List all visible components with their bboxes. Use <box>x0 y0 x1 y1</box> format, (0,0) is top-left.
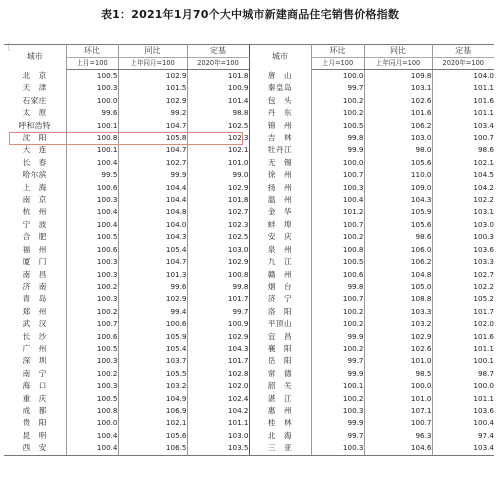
cell-city-right: 包 头 <box>249 95 311 107</box>
cell-yoy-right: 96.3 <box>364 430 432 442</box>
cell-base-left: 102.3 <box>227 133 249 143</box>
cell-base-left: 98.8 <box>232 108 249 118</box>
table-header <box>4 45 494 70</box>
cell-city-right: 惠 州 <box>249 405 311 417</box>
cell-base-right: 103.4 <box>473 120 494 130</box>
cell-yoy-left: 105.5 <box>118 368 187 380</box>
cell-city-right: 安 庆 <box>249 231 311 243</box>
cell-yoy-right: 103.0 <box>364 132 432 144</box>
cell-mom-left: 100.3 <box>66 256 118 268</box>
table-row <box>4 194 494 206</box>
cell-city-right: 温 州 <box>249 194 311 206</box>
cell-city-right: 丹 东 <box>249 107 311 119</box>
cell-base-right: 97.4 <box>477 430 494 440</box>
cell-mom-left: 100.8 <box>66 405 118 417</box>
cell-mom-left: 100.2 <box>66 306 118 318</box>
cell-base-right: 100.7 <box>473 133 494 143</box>
cell-yoy-left: 102.9 <box>118 293 187 305</box>
cell-base-right: 104.2 <box>473 182 494 192</box>
cell-yoy-left: 104.7 <box>118 120 187 132</box>
cell-city-right: 吉 林 <box>249 132 311 144</box>
cell-base-right: 103.3 <box>473 257 494 267</box>
cell-city-left: 广 州 <box>4 343 66 355</box>
cell-base-right: 104.0 <box>473 71 494 80</box>
cell-yoy-right: 104.8 <box>364 269 432 281</box>
cell-city-right: 金 华 <box>249 206 311 218</box>
cell-mom-left: 100.2 <box>66 281 118 293</box>
cell-base-left: 102.5 <box>227 232 249 242</box>
edge-mark: 〔 <box>2 43 12 53</box>
cell-yoy-left: 105.9 <box>118 331 187 343</box>
table-row <box>4 442 494 455</box>
cell-mom-right: 100.1 <box>311 380 364 392</box>
cell-base-right: 102.0 <box>473 319 494 329</box>
table-row <box>4 120 494 132</box>
cell-base-left: 99.8 <box>232 281 249 291</box>
header-yoy-left: 同比 <box>118 45 187 58</box>
cell-city-right: 赣 州 <box>249 269 311 281</box>
header-mom-right: 环比 <box>311 45 364 58</box>
cell-base-left: 103.0 <box>227 244 249 254</box>
cell-city-right: 徐 州 <box>249 169 311 181</box>
cell-yoy-right: 101.0 <box>364 355 432 367</box>
cell-yoy-right: 104.3 <box>364 194 432 206</box>
cell-mom-left: 100.4 <box>66 442 118 455</box>
cell-base-left: 102.9 <box>227 257 249 267</box>
cell-city-left: 哈尔滨 <box>4 169 66 181</box>
cell-yoy-right: 105.0 <box>364 281 432 293</box>
cell-base-left: 100.9 <box>227 319 249 329</box>
cell-base-right: 101.1 <box>473 83 494 93</box>
cell-city-left: 成 都 <box>4 405 66 417</box>
cell-yoy-left: 104.7 <box>118 144 187 156</box>
cell-mom-left: 100.4 <box>66 219 118 231</box>
table-title: 表1：2021年1月70个大中城市新建商品住宅销售价格指数 <box>100 8 400 21</box>
cell-base-right: 100.3 <box>473 232 494 242</box>
cell-mom-right: 100.4 <box>311 194 364 206</box>
cell-yoy-left: 106.5 <box>118 442 187 455</box>
cell-city-left: 西 安 <box>4 442 66 455</box>
subheader-yoy-left: 上年同月=100 <box>118 58 187 70</box>
cell-yoy-left: 104.3 <box>118 231 187 243</box>
cell-mom-right: 99.9 <box>311 331 364 343</box>
cell-mom-right: 100.2 <box>311 231 364 243</box>
cell-mom-left: 99.6 <box>66 107 118 119</box>
table-row <box>4 393 494 405</box>
table-row <box>4 331 494 343</box>
cell-mom-left: 100.7 <box>66 318 118 330</box>
cell-mom-right: 100.2 <box>311 306 364 318</box>
cell-yoy-right: 98.5 <box>364 368 432 380</box>
cell-mom-right: 100.6 <box>311 269 364 281</box>
cell-city-right: 锦 州 <box>249 120 311 132</box>
cell-mom-right: 101.2 <box>311 206 364 218</box>
subheader-mom-left: 上月=100 <box>66 58 118 70</box>
cell-mom-right: 100.7 <box>311 219 364 231</box>
cell-base-left: 101.7 <box>227 294 249 304</box>
cell-base-left: 101.8 <box>227 195 249 205</box>
cell-city-right: 岳 阳 <box>249 355 311 367</box>
cell-mom-left: 100.0 <box>66 95 118 107</box>
cell-base-right: 98.7 <box>477 368 494 378</box>
cell-yoy-right: 106.2 <box>364 120 432 132</box>
cell-mom-right: 100.2 <box>311 95 364 107</box>
cell-yoy-left: 105.4 <box>118 343 187 355</box>
cell-mom-right: 100.7 <box>311 293 364 305</box>
cell-base-right: 100.0 <box>473 381 494 391</box>
cell-city-left: 沈 阳 <box>4 132 66 144</box>
header-city-left: 城市 <box>4 45 66 70</box>
cell-city-left: 合 肥 <box>4 231 66 243</box>
table-row <box>4 293 494 305</box>
subheader-base-left: 2020年=100 <box>187 58 249 70</box>
table-row <box>4 368 494 380</box>
cell-mom-right: 99.7 <box>311 82 364 94</box>
cell-city-right: 蚌 埠 <box>249 219 311 231</box>
cell-mom-left: 100.3 <box>66 293 118 305</box>
cell-yoy-left: 99.4 <box>118 306 187 318</box>
cell-mom-right: 99.8 <box>311 281 364 293</box>
cell-city-left: 北 京 <box>4 70 66 83</box>
table-row <box>4 82 494 94</box>
cell-city-right: 湛 江 <box>249 393 311 405</box>
cell-mom-left: 99.5 <box>66 169 118 181</box>
cell-city-left: 海 口 <box>4 380 66 392</box>
cell-yoy-right: 109.0 <box>364 182 432 194</box>
cell-base-right: 101.1 <box>473 108 494 118</box>
cell-yoy-left: 102.7 <box>118 157 187 169</box>
cell-yoy-right: 98.0 <box>364 144 432 156</box>
header-yoy-right: 同比 <box>364 45 432 58</box>
cell-city-left: 昆 明 <box>4 430 66 442</box>
cell-yoy-left: 104.9 <box>118 393 187 405</box>
cell-yoy-left: 106.9 <box>118 405 187 417</box>
table-row <box>4 269 494 281</box>
cell-mom-left: 100.4 <box>66 206 118 218</box>
cell-mom-right: 100.0 <box>311 70 364 83</box>
cell-mom-left: 100.5 <box>66 343 118 355</box>
cell-city-right: 泉 州 <box>249 244 311 256</box>
cell-mom-left: 100.1 <box>66 120 118 132</box>
header-mom-left: 环比 <box>66 45 118 58</box>
cell-yoy-right: 103.3 <box>364 306 432 318</box>
cell-city-right: 济 宁 <box>249 293 311 305</box>
cell-mom-right: 99.9 <box>311 417 364 429</box>
cell-city-left: 厦 门 <box>4 256 66 268</box>
subheader-yoy-right: 上年同月=100 <box>364 58 432 70</box>
cell-yoy-left: 105.8 <box>118 132 187 144</box>
cell-yoy-right: 106.0 <box>364 244 432 256</box>
cell-yoy-right: 105.9 <box>364 206 432 218</box>
cell-yoy-right: 100.0 <box>364 380 432 392</box>
cell-city-right: 宜 昌 <box>249 331 311 343</box>
cell-city-right: 桂 林 <box>249 417 311 429</box>
cell-city-left: 青 岛 <box>4 293 66 305</box>
cell-yoy-left: 103.2 <box>118 380 187 392</box>
cell-mom-left: 100.4 <box>66 430 118 442</box>
table-row <box>4 430 494 442</box>
cell-base-right: 98.6 <box>477 145 494 155</box>
cell-yoy-left: 102.9 <box>118 70 187 83</box>
cell-yoy-right: 105.6 <box>364 157 432 169</box>
cell-mom-right: 100.2 <box>311 318 364 330</box>
cell-yoy-right: 98.6 <box>364 231 432 243</box>
cell-yoy-left: 101.5 <box>118 82 187 94</box>
cell-mom-right: 100.3 <box>311 442 364 455</box>
cell-yoy-left: 102.9 <box>118 95 187 107</box>
cell-city-left: 大 连 <box>4 144 66 156</box>
cell-mom-right: 99.7 <box>311 430 364 442</box>
cell-yoy-left: 102.1 <box>118 417 187 429</box>
cell-yoy-left: 105.4 <box>118 244 187 256</box>
cell-mom-left: 100.3 <box>66 269 118 281</box>
cell-yoy-left: 103.7 <box>118 355 187 367</box>
cell-base-left: 102.8 <box>227 368 249 378</box>
cell-mom-right: 100.2 <box>311 343 364 355</box>
cell-base-right: 101.7 <box>473 306 494 316</box>
cell-yoy-left: 104.7 <box>118 256 187 268</box>
cell-mom-right: 100.5 <box>311 256 364 268</box>
subheader-base-right: 2020年=100 <box>432 58 494 70</box>
cell-yoy-right: 109.8 <box>364 70 432 83</box>
cell-city-left: 呼和浩特 <box>4 120 66 132</box>
price-index-table <box>4 44 494 456</box>
cell-yoy-left: 99.6 <box>118 281 187 293</box>
cell-base-left: 101.8 <box>227 71 249 80</box>
table-row <box>4 343 494 355</box>
cell-yoy-right: 102.6 <box>364 343 432 355</box>
table-row <box>4 355 494 367</box>
cell-base-right: 102.7 <box>473 269 494 279</box>
cell-mom-left: 100.3 <box>66 194 118 206</box>
cell-yoy-right: 110.0 <box>364 169 432 181</box>
cell-mom-left: 100.0 <box>66 417 118 429</box>
cell-city-left: 天 津 <box>4 82 66 94</box>
table-row <box>4 281 494 293</box>
cell-city-left: 杭 州 <box>4 206 66 218</box>
cell-yoy-left: 104.0 <box>118 219 187 231</box>
cell-mom-left: 100.5 <box>66 393 118 405</box>
cell-yoy-left: 104.8 <box>118 206 187 218</box>
cell-mom-left: 100.5 <box>66 70 118 83</box>
cell-yoy-left: 99.2 <box>118 107 187 119</box>
cell-yoy-left: 101.3 <box>118 269 187 281</box>
cell-base-left: 102.7 <box>227 207 249 217</box>
cell-mom-left: 100.3 <box>66 355 118 367</box>
cell-yoy-left: 99.9 <box>118 169 187 181</box>
header-base-right: 定基 <box>432 45 494 58</box>
cell-city-left: 贵 阳 <box>4 417 66 429</box>
cell-base-left: 103.5 <box>187 442 249 455</box>
cell-base-right: 101.1 <box>473 343 494 353</box>
cell-city-right: 烟 台 <box>249 281 311 293</box>
cell-mom-left: 100.3 <box>66 82 118 94</box>
cell-base-left: 104.2 <box>227 405 249 415</box>
cell-city-left: 郑 州 <box>4 306 66 318</box>
cell-yoy-right: 100.7 <box>364 417 432 429</box>
cell-city-left: 南 昌 <box>4 269 66 281</box>
cell-city-right: 襄 阳 <box>249 343 311 355</box>
cell-base-right: 101.6 <box>473 331 494 341</box>
cell-base-left: 100.8 <box>227 269 249 279</box>
cell-base-left: 101.0 <box>227 157 249 167</box>
cell-base-right: 101.1 <box>473 393 494 403</box>
cell-city-right: 秦皇岛 <box>249 82 311 94</box>
cell-base-right: 102.2 <box>473 195 494 205</box>
header-base-left: 定基 <box>187 45 249 58</box>
cell-base-right: 104.5 <box>473 170 494 180</box>
cell-mom-right: 100.3 <box>311 182 364 194</box>
cell-yoy-left: 104.4 <box>118 182 187 194</box>
cell-base-right: 103.0 <box>473 219 494 229</box>
cell-base-left: 99.7 <box>232 306 249 316</box>
cell-yoy-right: 106.2 <box>364 256 432 268</box>
table-row <box>4 417 494 429</box>
cell-mom-right: 99.7 <box>311 355 364 367</box>
table-row <box>4 380 494 392</box>
cell-mom-right: 100.2 <box>311 393 364 405</box>
cell-yoy-right: 107.1 <box>364 405 432 417</box>
cell-base-right: 102.2 <box>473 281 494 291</box>
cell-base-left: 104.3 <box>227 343 249 353</box>
cell-base-right: 100.1 <box>473 356 494 366</box>
table-row <box>4 169 494 181</box>
cell-city-left: 长 沙 <box>4 331 66 343</box>
cell-city-left: 石家庄 <box>4 95 66 107</box>
cell-base-left: 102.3 <box>227 219 249 229</box>
cell-base-right: 105.2 <box>473 294 494 304</box>
cell-mom-right: 100.3 <box>311 405 364 417</box>
cell-city-left: 南 宁 <box>4 368 66 380</box>
cell-mom-left: 100.1 <box>66 144 118 156</box>
cell-base-right: 103.6 <box>473 244 494 254</box>
cell-yoy-right: 101.0 <box>364 393 432 405</box>
cell-yoy-right: 102.6 <box>364 95 432 107</box>
cell-base-left: 99.0 <box>232 170 249 180</box>
cell-mom-right: 100.5 <box>311 120 364 132</box>
table-body <box>4 70 494 456</box>
cell-mom-left: 100.3 <box>66 380 118 392</box>
cell-yoy-right: 104.6 <box>364 442 432 455</box>
cell-city-left: 武 汉 <box>4 318 66 330</box>
table-row <box>4 95 494 107</box>
subheader-mom-right: 上月=100 <box>311 58 364 70</box>
cell-city-left: 南 京 <box>4 194 66 206</box>
cell-mom-left: 100.2 <box>66 368 118 380</box>
cell-yoy-right: 101.6 <box>364 107 432 119</box>
cell-base-left: 101.1 <box>227 418 249 428</box>
cell-yoy-right: 108.8 <box>364 293 432 305</box>
cell-city-right: 九 江 <box>249 256 311 268</box>
cell-city-right: 无 锡 <box>249 157 311 169</box>
cell-city-right: 平顶山 <box>249 318 311 330</box>
table-row <box>4 231 494 243</box>
cell-city-right: 常 德 <box>249 368 311 380</box>
cell-yoy-right: 103.2 <box>364 318 432 330</box>
table-row <box>4 219 494 231</box>
cell-base-left: 101.7 <box>227 356 249 366</box>
table-row <box>4 107 494 119</box>
cell-base-right: 103.1 <box>473 207 494 217</box>
cell-mom-left: 100.4 <box>66 157 118 169</box>
cell-city-right: 唐 山 <box>249 70 311 83</box>
cell-mom-right: 100.2 <box>311 107 364 119</box>
cell-base-left: 103.0 <box>227 430 249 440</box>
table-row <box>4 144 494 156</box>
table-row <box>4 157 494 169</box>
table-row <box>4 318 494 330</box>
cell-city-left: 宁 波 <box>4 219 66 231</box>
cell-mom-left: 100.8 <box>66 132 118 144</box>
cell-mom-right: 99.9 <box>311 144 364 156</box>
cell-base-left: 102.4 <box>227 393 249 403</box>
cell-yoy-right: 105.6 <box>364 219 432 231</box>
cell-base-right: 102.1 <box>473 157 494 167</box>
cell-city-left: 太 原 <box>4 107 66 119</box>
table-row <box>4 405 494 417</box>
cell-base-right: 103.4 <box>432 442 494 455</box>
table-row <box>4 244 494 256</box>
cell-base-left: 100.9 <box>227 83 249 93</box>
cell-base-left: 101.4 <box>227 95 249 105</box>
cell-city-left: 上 海 <box>4 182 66 194</box>
cell-yoy-left: 105.6 <box>118 430 187 442</box>
cell-mom-left: 100.6 <box>66 331 118 343</box>
cell-base-right: 100.4 <box>473 418 494 428</box>
cell-city-left: 深 圳 <box>4 355 66 367</box>
cell-city-left: 长 春 <box>4 157 66 169</box>
table-row <box>4 206 494 218</box>
header-city-right: 城市 <box>249 45 311 70</box>
cell-mom-right: 99.9 <box>311 368 364 380</box>
cell-base-right: 103.6 <box>473 405 494 415</box>
cell-mom-right: 100.8 <box>311 244 364 256</box>
cell-mom-right: 100.7 <box>311 169 364 181</box>
cell-mom-right: 100.0 <box>311 157 364 169</box>
cell-city-left: 福 州 <box>4 244 66 256</box>
cell-base-left: 102.5 <box>227 120 249 130</box>
cell-city-right: 牡丹江 <box>249 144 311 156</box>
cell-city-right: 北 海 <box>249 430 311 442</box>
cell-yoy-left: 104.4 <box>118 194 187 206</box>
cell-yoy-right: 103.1 <box>364 82 432 94</box>
cell-city-right: 三 亚 <box>249 442 311 455</box>
cell-mom-left: 100.5 <box>66 231 118 243</box>
table-row <box>4 132 494 144</box>
cell-yoy-left: 100.6 <box>118 318 187 330</box>
cell-city-right: 扬 州 <box>249 182 311 194</box>
cell-mom-right: 99.8 <box>311 132 364 144</box>
table-row <box>4 256 494 268</box>
cell-mom-left: 100.6 <box>66 182 118 194</box>
cell-city-left: 重 庆 <box>4 393 66 405</box>
cell-base-left: 102.9 <box>227 182 249 192</box>
cell-city-right: 韶 关 <box>249 380 311 392</box>
cell-base-right: 101.6 <box>473 95 494 105</box>
table-row <box>4 70 494 83</box>
table-row <box>4 182 494 194</box>
cell-base-left: 102.9 <box>227 331 249 341</box>
cell-mom-left: 100.6 <box>66 244 118 256</box>
cell-base-left: 102.1 <box>227 145 249 155</box>
cell-base-left: 102.0 <box>227 381 249 391</box>
table-row <box>4 306 494 318</box>
cell-city-right: 洛 阳 <box>249 306 311 318</box>
cell-yoy-right: 102.9 <box>364 331 432 343</box>
cell-city-left: 济 南 <box>4 281 66 293</box>
